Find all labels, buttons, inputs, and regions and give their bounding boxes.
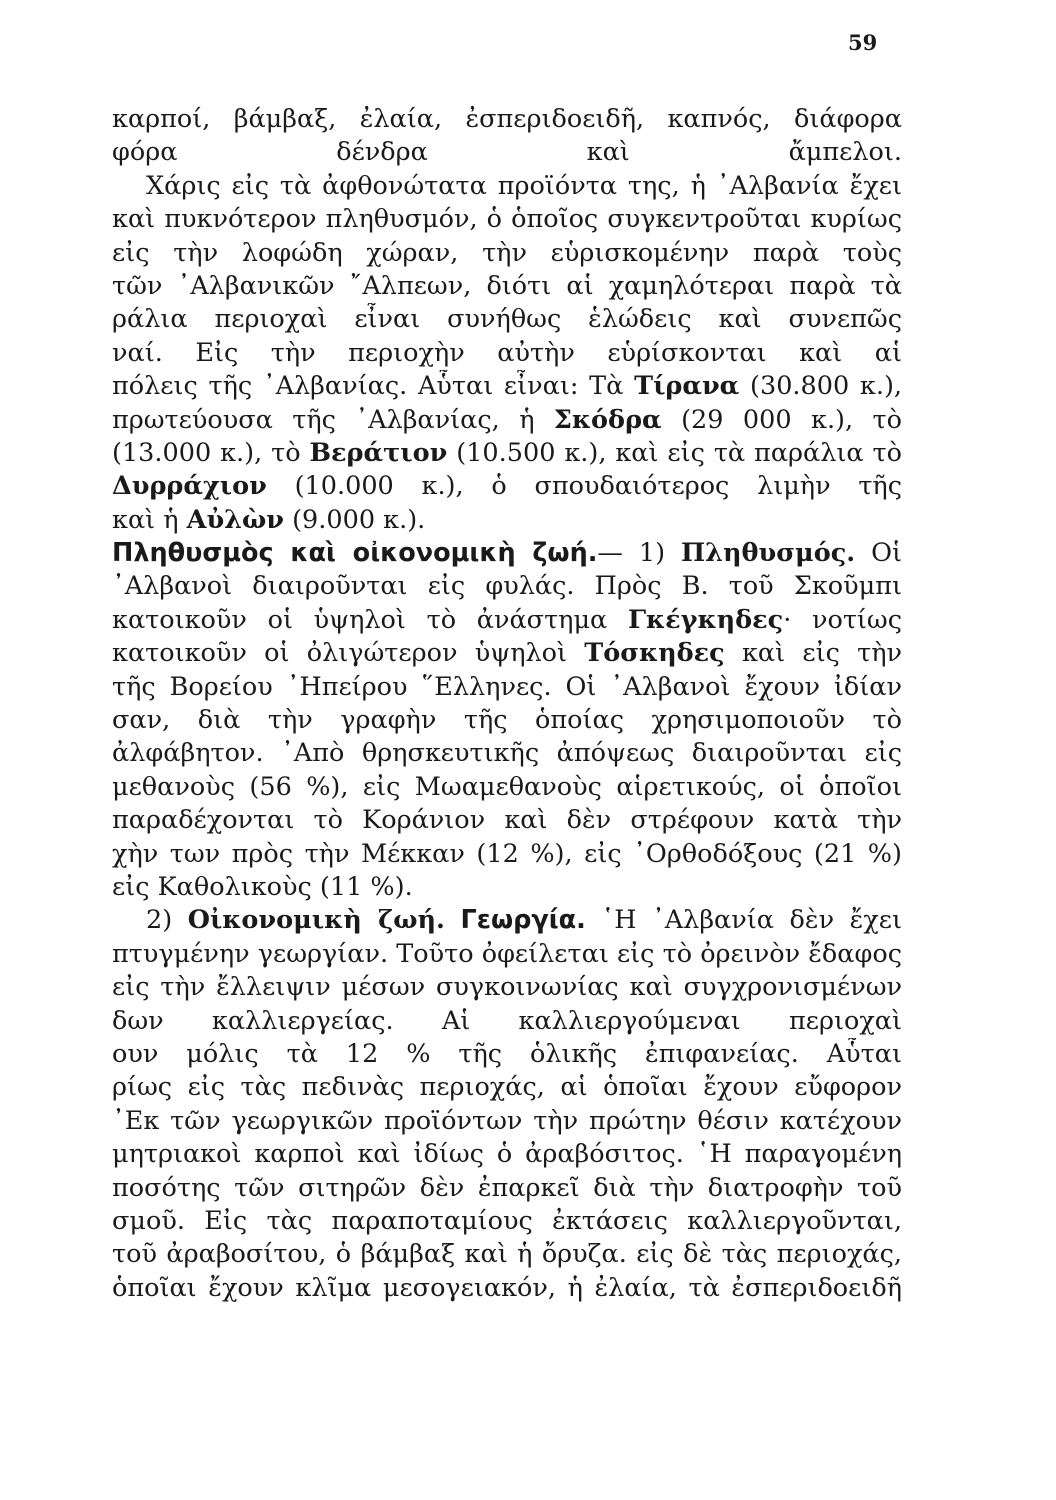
page-number: 59 [848,30,878,55]
text-line: τῆς Βορείου ᾿Ηπείρου ῞Ελληνες. Οἱ ᾿Αλβανοὶ ἔχουν ἰδίαν [112,671,902,702]
text-line [112,404,902,437]
text-line: φόρα δένδρα καὶ ἄμπελοι. [112,137,902,168]
text-run: (13.000 κ.), τὸ [112,437,310,468]
text-run: (10.000 κ.), ὁ σπουδαιότερος λιμὴν τῆς [294,471,902,502]
text-line: ναί. Εἰς τὴν περιοχὴν αὐτὴν εὑρίσκονται καὶ αἱ [112,337,902,368]
text-run: 2) [146,905,188,936]
text-line [112,437,902,470]
text-line: ουν μόλις τὰ 12 % τῆς ὁλικῆς ἐπιφανείας. Αὗται [112,1038,902,1069]
text-line: σμοῦ. Εἰς τὰς παραποταμίους ἐκτάσεις καλλιεργοῦνται, [112,1205,902,1236]
text-run: · νοτίως [783,604,902,635]
bold-term: Δυρράχιον [112,471,267,502]
text-line: εἰς τὴν ἔλλειψιν μέσων συγκοινωνίας καὶ συγχρονισμένων [112,972,902,1003]
text-line: ᾿Εκ τῶν γεωργικῶν προϊόντων τὴν πρώτην θέσιν κατέχουν [112,1105,902,1136]
text-line: χὴν των πρὸς τὴν Μέκκαν (12 %), εἰς ᾿Ορθοδόξους (21 %) [112,838,902,869]
text-run: καὶ ἡ [112,504,187,535]
section-heading: Πληθυσμὸς καὶ οἰκονομικὴ ζωή. [112,538,598,569]
text-run: ῾Η ᾿Αλβανία δὲν ἔχει [601,905,902,936]
text-line: ἀλφάβητον. ᾿Απὸ θρησκευτικῆς ἀπόψεως διαιροῦνται εἰς [112,738,902,769]
text-run: κατοικοῦν οἱ ὑψηλοὶ τὸ ἀνάστημα [112,604,628,635]
bold-term: Οἰκονομικὴ ζωή. [187,905,445,936]
text-line: ράλια περιοχαὶ εἶναι συνήθως ἑλώδεις καὶ συνεπῶς [112,304,902,335]
text-line: τοῦ ἀραβοσίτου, ὁ βάμβαξ καὶ ἡ ὄρυζα. εἰς δὲ τὰς περιοχάς, [112,1239,902,1270]
text-line: εἰς Καθολικοὺς (11 %). [112,871,413,902]
bold-term: Σκόδρα [553,404,662,435]
text-line [112,370,902,403]
text-run [445,905,461,935]
bold-term: Τίρανα [634,371,740,402]
bold-term: Πληθυσμός. [681,538,856,569]
text-run: — 1) [597,538,682,569]
text-line: παραδέχονται τὸ Κοράνιον καὶ δὲν στρέφουν κατὰ τὴν [112,805,902,836]
text-line [112,604,902,637]
text-line [112,637,902,670]
text-line: Χάρις εἰς τὰ ἀφθονώτατα προϊόντα της, ἡ ᾿Αλβανία ἔχει [146,170,902,201]
text-line [112,904,902,937]
text-line: καὶ πυκνότερον πληθυσμόν, ὁ ὁποῖος συγκεντροῦται κυρίως [112,204,902,235]
text-line: μητριακοὶ καρποὶ καὶ ἰδίως ὁ ἀραβόσιτος. ῾Η παραγομένη [112,1139,902,1170]
text-run: Οἱ [855,538,902,569]
bold-term: Γκέγκηδες [627,604,784,635]
text-line [112,537,902,570]
body-text [112,103,902,1305]
text-line: ὁποῖαι ἔχουν κλῖμα μεσογειακόν, ἡ ἐλαία, τὰ ἐσπεριδοειδῆ [112,1272,902,1303]
text-run: καὶ εἰς τὴν [741,638,902,669]
text-run: (29 000 κ.), τὸ [661,404,902,435]
text-line: μεθανοὺς (56 %), εἰς Μωαμεθανοὺς αἱρετικούς, οἱ ὁποῖοι [112,771,902,802]
text-line [112,504,902,537]
text-line: καρποί, βάμβαξ, ἐλαία, ἐσπεριδοειδῆ, καπνός, διάφορα [112,104,902,134]
text-line: τῶν ᾿Αλβανικῶν ῎Αλπεων, διότι αἱ χαμηλότεραι παρὰ τὰ [112,270,902,301]
text-line: δων καλλιεργείας. Αἱ καλλιεργούμεναι περιοχαὶ [112,1005,902,1036]
bold-term: Βεράτιον [309,437,448,468]
text-run: πρωτεύουσα τῆς ᾿Αλβανίας, ἡ [112,404,554,435]
bold-term: Τόσκηδες [584,638,725,669]
text-line: εἰς τὴν λοφώδη χώραν, τὴν εὑρισκομένην παρὰ τοὺς [112,237,902,268]
text-run: πόλεις τῆς ᾿Αλβανίας. Αὗται εἶναι: Τὰ [112,371,635,402]
text-line: ρίως εἰς τὰς πεδινὰς περιοχάς, αἱ ὁποῖαι ἔχουν εὔφορον [112,1072,902,1103]
text-line: σαν, διὰ τὴν γραφὴν τῆς ὁποίας χρησιμοποιοῦν τὸ [112,705,902,736]
text-line: ποσότης τῶν σιτηρῶν δὲν ἐπαρκεῖ διὰ τὴν διατροφὴν τοῦ [112,1172,902,1203]
text-run: κατοικοῦν οἱ ὀλιγώτερον ὑψηλοὶ [112,638,585,669]
text-run: (30.800 κ.), [739,371,902,402]
text-line: πτυγμένην γεωργίαν. Τοῦτο ὀφείλεται εἰς τὸ ὀρεινὸν ἔδαφος [112,938,902,969]
section-heading: Γεωργία. [460,905,586,936]
text-line [112,470,902,503]
text-line: ᾿Αλβανοὶ διαιροῦνται εἰς φυλάς. Πρὸς Β. τοῦ Σκοῦμπι [112,571,902,602]
text-run: (10.500 κ.), καὶ εἰς τὰ παράλια τὸ [447,437,902,468]
bold-term: Αὐλὼν [186,504,284,535]
text-run: (9.000 κ.). [284,504,426,535]
